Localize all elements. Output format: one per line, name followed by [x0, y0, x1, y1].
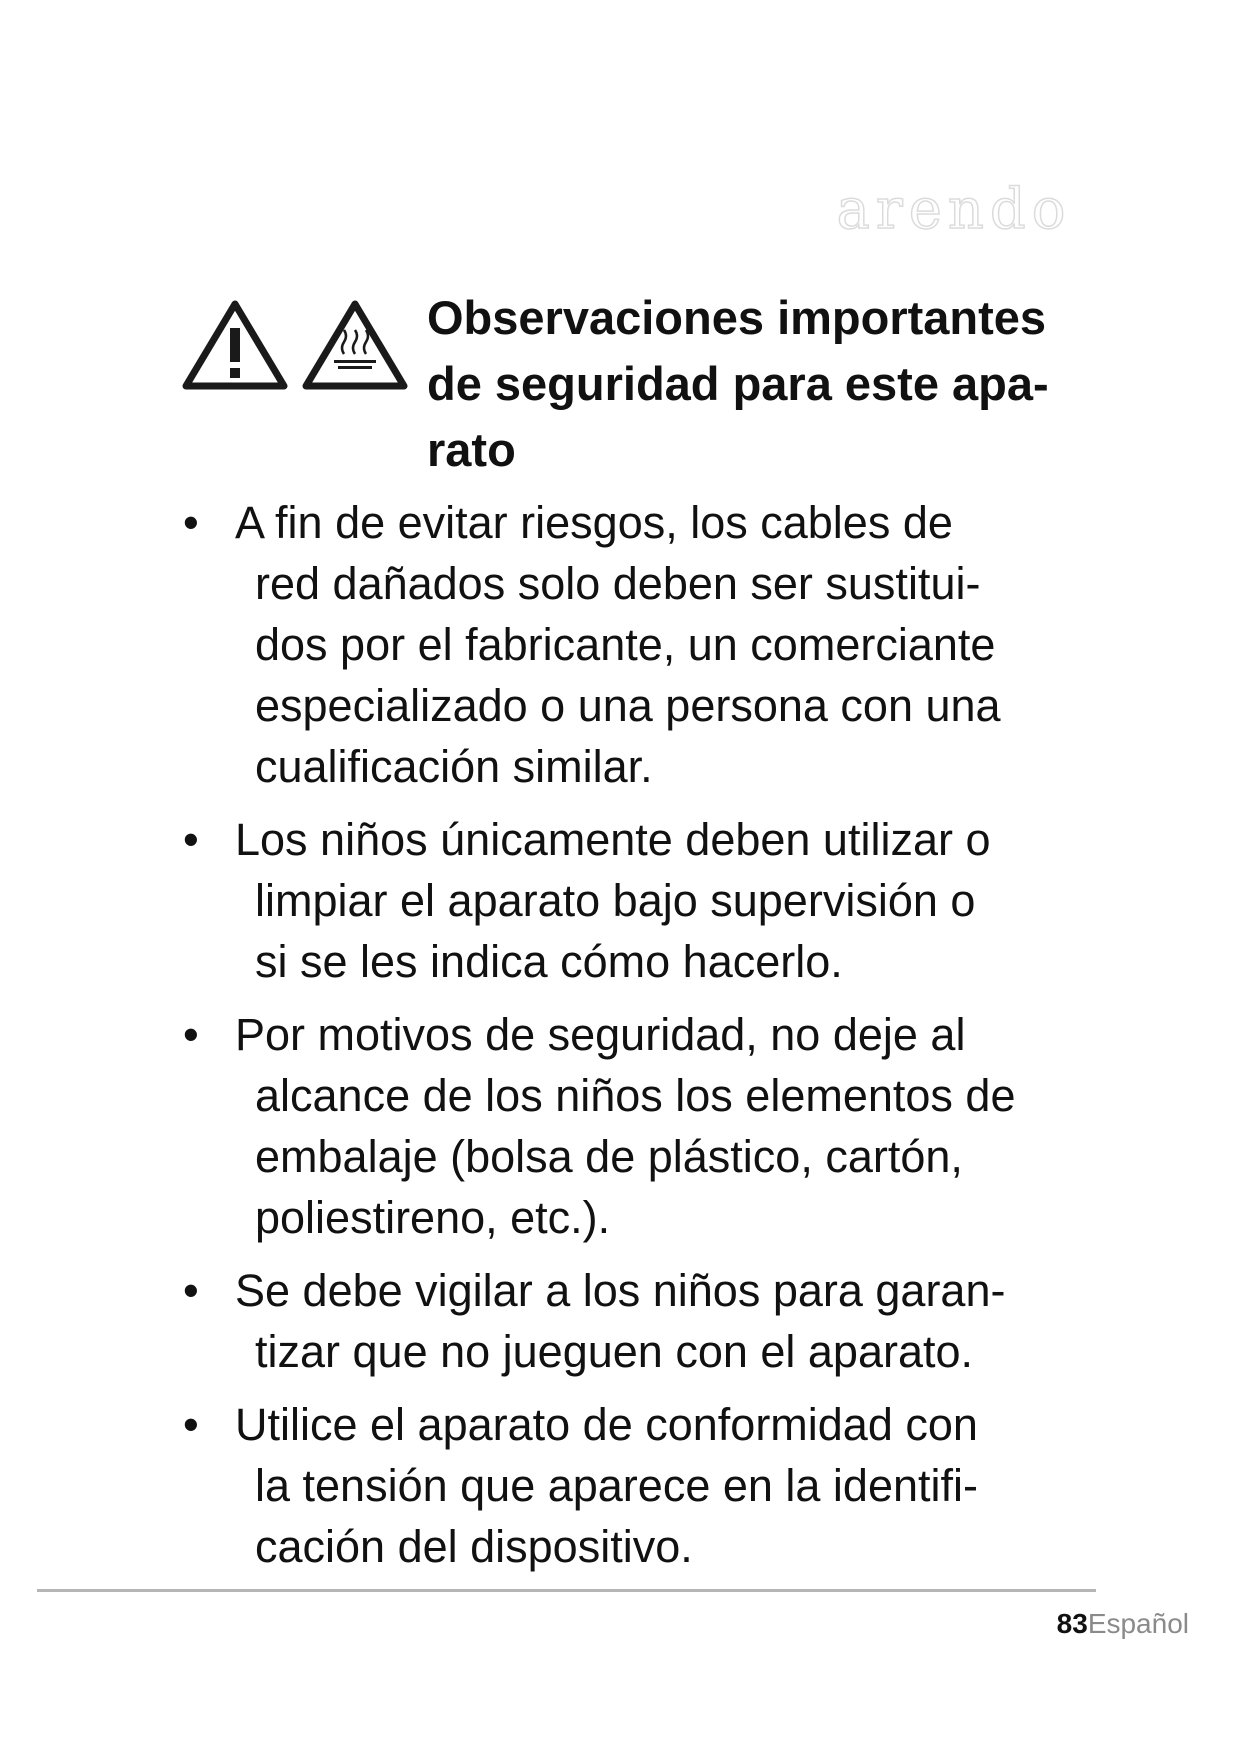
item-line: dos por el fabricante, un comerciante: [255, 619, 996, 670]
list-item: [183, 1004, 1083, 1248]
page-number: 83: [1056, 1608, 1088, 1639]
item-line: especializado o una persona con una: [255, 680, 1001, 731]
title-line: rato: [427, 423, 516, 476]
list-item: [183, 1260, 1083, 1382]
item-line: A fin de evitar riesgos, los cables de: [235, 497, 953, 548]
brand-logo: [820, 177, 1088, 242]
item-line: red dañados solo deben ser sustitui-: [255, 558, 981, 609]
footer-divider: [37, 1589, 1096, 1592]
list-item: [183, 492, 1083, 797]
list-item: [183, 809, 1083, 992]
page-title: [427, 285, 1077, 483]
item-line: Utilice el aparato de conformidad con: [235, 1399, 978, 1450]
safety-list: [183, 492, 1083, 1589]
title-line: de seguridad para este apa-: [427, 357, 1049, 410]
bullet-marker: •: [183, 1009, 199, 1060]
item-line: cualificación similar.: [255, 741, 653, 792]
safety-icons: [180, 296, 412, 396]
bullet-marker: •: [183, 1265, 199, 1316]
bullet-marker: •: [183, 497, 199, 548]
list-item: [183, 1394, 1083, 1577]
item-line: embalaje (bolsa de plástico, cartón,: [255, 1131, 963, 1182]
item-line: si se les indica cómo hacerlo.: [255, 936, 843, 987]
item-line: cación del dispositivo.: [255, 1521, 693, 1572]
brand-logo-text: arendo: [836, 177, 1072, 242]
page-footer: [1057, 1606, 1189, 1642]
warning-icon: [180, 296, 290, 394]
item-line: alcance de los niños los elementos de: [255, 1070, 1016, 1121]
item-line: Se debe vigilar a los niños para garan-: [235, 1265, 1006, 1316]
item-line: Los niños únicamente deben utilizar o: [235, 814, 991, 865]
item-line: Por motivos de seguridad, no deje al: [235, 1009, 966, 1060]
bullet-marker: •: [183, 1399, 199, 1450]
bullet-marker: •: [183, 814, 199, 865]
language-label: Español: [1087, 1608, 1189, 1639]
hot-surface-icon: [300, 296, 410, 394]
item-line: la tensión que aparece en la identifi-: [255, 1460, 978, 1511]
item-line: poliestireno, etc.).: [255, 1192, 611, 1243]
title-line: Observaciones importantes: [427, 291, 1047, 344]
item-line: limpiar el aparato bajo supervisión o: [255, 875, 976, 926]
item-line: tizar que no jueguen con el aparato.: [255, 1326, 974, 1377]
